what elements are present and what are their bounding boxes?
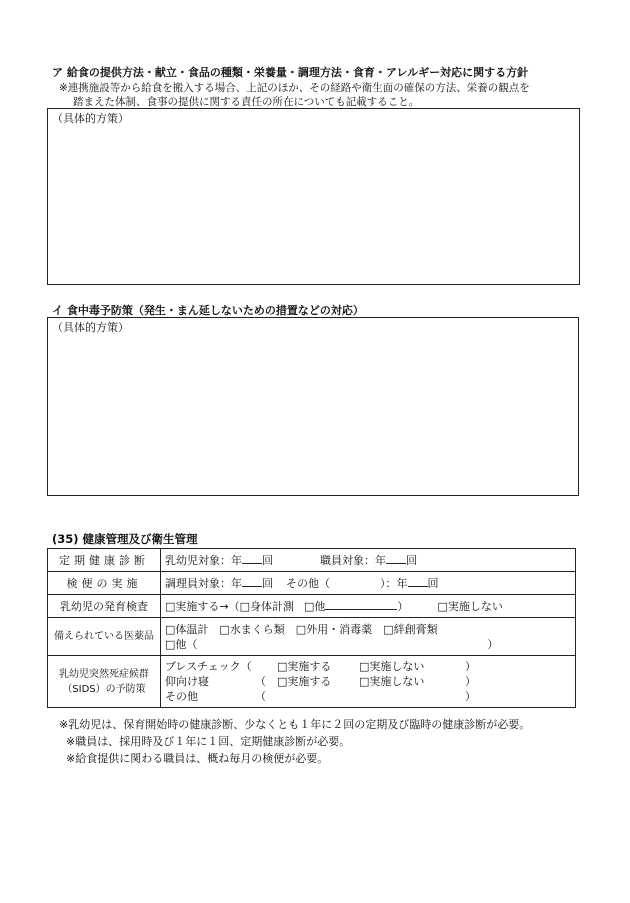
stool-other-count-blank[interactable] [408, 575, 428, 587]
checkup-content [161, 549, 576, 572]
stool-cook-blank[interactable] [242, 575, 262, 587]
sids-content [161, 656, 576, 708]
section-a-note-line1: ※連携施設等から給食を搬入する場合、上記のほか、その経路や衛生面の確保の方法、栄養の観点を [59, 82, 530, 94]
stool-other-unit: 回 [427, 577, 439, 590]
growth-other-blank[interactable] [325, 598, 397, 610]
section-a-note-line2: 踏まえた体制、食事の提供に関する責任の所在についても記載すること。 [73, 96, 420, 108]
medicine-label: 備えられている医薬品 [48, 618, 161, 656]
sids-label [48, 656, 161, 708]
checkup-infant-text: 乳幼児対象：年 [165, 554, 242, 567]
checkup-staff-text: 職員対象：年 [320, 554, 386, 567]
sids-supine-do[interactable]: □実施する [277, 675, 332, 688]
sids-breath-close: ） [465, 660, 476, 673]
section-a-title: ア 給食の提供方法・献立・食品の種類・栄養量・調理方法・食育・アレルギー対応に関する方針 [52, 66, 529, 79]
sids-breath-do[interactable]: □実施する [277, 660, 332, 673]
stool-cook-unit: 回 [262, 577, 273, 590]
growth-content [161, 595, 576, 618]
growth-close: ） [397, 600, 409, 613]
sids-breath-line [165, 659, 571, 674]
checkup-staff-blank[interactable] [386, 552, 406, 564]
sids-other-line [165, 689, 571, 704]
checkup-label: 定期健康診断 [48, 549, 161, 572]
stool-label: 検便の実施 [48, 572, 161, 595]
table-row-medicine [48, 618, 576, 656]
sids-other-paren[interactable]: （ [255, 690, 266, 703]
medicine-other-line [165, 637, 571, 652]
section-i-box-label: （具体的方策） [52, 321, 129, 334]
sids-breath-name: ブレスチェック（ [165, 660, 252, 673]
growth-label: 乳幼児の発育検査 [48, 595, 161, 618]
checkup-infant-blank[interactable] [242, 552, 262, 564]
section-i-answer-box[interactable] [47, 317, 579, 496]
medicine-close: ） [487, 637, 499, 651]
sids-supine-paren: （ [255, 675, 266, 688]
growth-not-do-option[interactable]: □実施しない [437, 600, 503, 613]
table-row-checkup [48, 549, 576, 572]
table-row-stool [48, 572, 576, 595]
medicine-other-option[interactable]: □他（ [165, 637, 198, 651]
section-a-box-label: （具体的方策） [52, 112, 129, 125]
table-row-sids [48, 656, 576, 708]
sids-other-name: その他 [165, 690, 198, 703]
section-35-title: (35) 健康管理及び衛生管理 [52, 532, 198, 546]
growth-do-option[interactable]: □実施する→（□身体計測 [165, 600, 295, 613]
checkup-staff-unit: 回 [406, 554, 417, 567]
stool-content [161, 572, 576, 595]
table-row-growth [48, 595, 576, 618]
stool-other-text: その他（ [286, 577, 330, 590]
sids-breath-not-do[interactable]: □実施しない [359, 660, 425, 673]
sids-supine-line [165, 674, 571, 689]
growth-other-option[interactable]: □他 [304, 600, 326, 613]
stool-cook-text: 調理員対象：年 [165, 577, 242, 590]
sids-supine-name: 仰向け寝 [165, 675, 209, 688]
sids-label-line1: 乳幼児突然死症候群 [59, 668, 149, 680]
checkup-infant-unit: 回 [262, 554, 273, 567]
section-a-answer-box[interactable] [47, 108, 580, 285]
note-infant-checkup: ※乳幼児は、保育開始時の健康診断、少なくとも１年に２回の定期及び臨時の健康診断が必要。 [59, 718, 531, 731]
sids-label-line2: （SIDS）の予防策 [62, 683, 146, 695]
medicine-content [161, 618, 576, 656]
section-i-title: イ 食中毒予防策（発生・まん延しないための措置などの対応） [52, 304, 364, 317]
sids-supine-close: ） [465, 675, 476, 688]
stool-other-close: ）：年 [380, 577, 408, 590]
sids-supine-not-do[interactable]: □実施しない [359, 675, 425, 688]
health-management-table [47, 548, 576, 708]
sids-other-close: ） [465, 690, 476, 703]
note-stool-test: ※給食提供に関わる職員は、概ね毎月の検便が必要。 [66, 752, 329, 765]
medicine-items[interactable]: □体温計 □水まくら類 □外用・消毒薬 □絆創膏類 [165, 622, 438, 636]
note-staff-checkup: ※職員は、採用時及び１年に１回、定期健康診断が必要。 [66, 735, 351, 748]
